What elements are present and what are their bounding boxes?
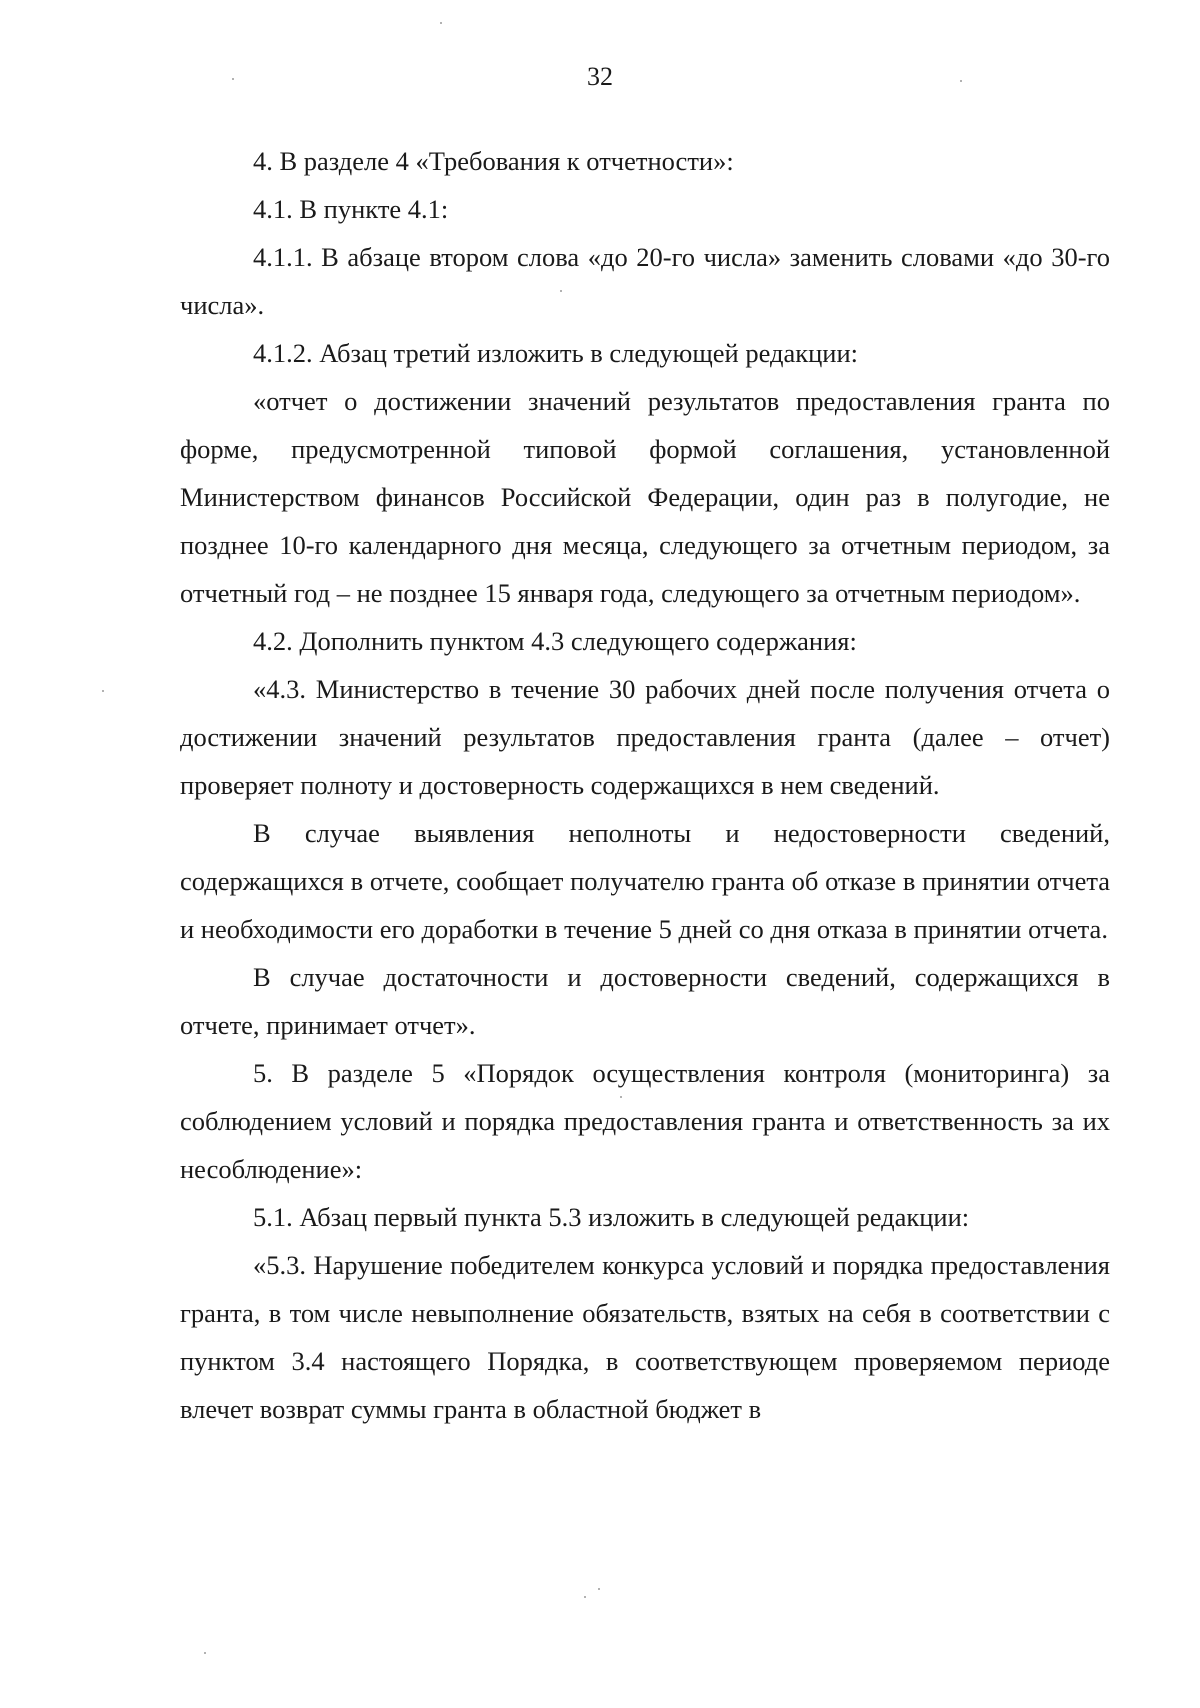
paragraph-sufficient-info: В случае достаточности и достоверности сведений, содержащихся в отчете, принимает отчет». — [180, 962, 1110, 1040]
scan-speck — [584, 1596, 586, 1598]
scan-speck — [232, 78, 234, 80]
paragraph-4-1-1: 4.1.1. В абзаце втором слова «до 20-го числа» заменить словами «до 30-го числа». — [180, 242, 1110, 320]
scan-speck — [620, 1096, 622, 1098]
paragraph-section-5-heading: 5. В разделе 5 «Порядок осуществления контроля (мониторинга) за соблюдением условий и порядка предоставления гранта и ответственность за их несоблюдение»: — [180, 1058, 1110, 1184]
paragraph-4-1-2: 4.1.2. Абзац третий изложить в следующей редакции: — [253, 338, 859, 368]
paragraph-4-1: 4.1. В пункте 4.1: — [253, 194, 449, 224]
scan-speck — [598, 1588, 600, 1590]
paragraph-report-wording: «отчет о достижении значений результатов предоставления гранта по форме, предусмотренной типовой формой соглашения, установленной Министерством финансов Российской Федерации, один раз в полугодие, не позднее 10-го календарного дня месяца, следующего за отчетным периодом, за отчетный год – не позднее 15 января года, следующего за отчетным периодом». — [180, 386, 1110, 608]
scan-speck — [440, 22, 442, 24]
paragraph-4-2: 4.2. Дополнить пунктом 4.3 следующего содержания: — [253, 626, 857, 656]
scan-speck — [560, 290, 562, 292]
scan-speck — [204, 1652, 206, 1654]
paragraph-4-3: «4.3. Министерство в течение 30 рабочих дней после получения отчета о достижении значений результатов предоставления гранта (далее – отчет) проверяет полноту и достоверность содержащихся в нем сведений. — [180, 674, 1110, 800]
scan-speck — [960, 80, 962, 82]
paragraph-5-3: «5.3. Нарушение победителем конкурса условий и порядка предоставления гранта, в том числе невыполнение обязательств, взятых на себя в соответствии с пунктом 3.4 настоящего Порядка, в соответствующем проверяемом периоде влечет возврат суммы гранта в областной бюджет в — [180, 1250, 1110, 1424]
page-number: 32 — [587, 62, 613, 91]
paragraph-section-4-heading: 4. В разделе 4 «Требования к отчетности»: — [253, 146, 734, 176]
paragraph-5-1: 5.1. Абзац первый пункта 5.3 изложить в следующей редакции: — [253, 1202, 970, 1232]
document-body — [180, 137, 1110, 1433]
paragraph-incomplete-info: В случае выявления неполноты и недостоверности сведений, содержащихся в отчете, сообщает получателю гранта об отказе в принятии отчета и необходимости его доработки в течение 5 дней со дня отказа в принятии отчета. — [180, 818, 1110, 944]
scan-speck — [102, 690, 104, 692]
